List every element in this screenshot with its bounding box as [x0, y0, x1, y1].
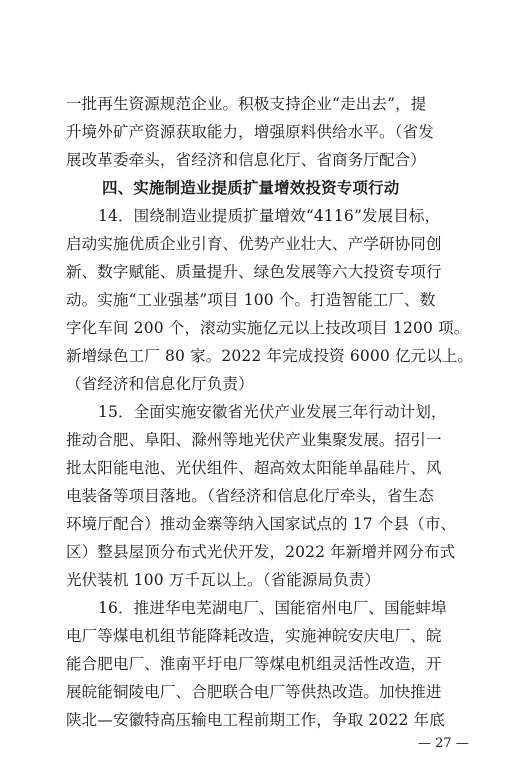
- text-line: 升境外矿产资源获取能力，增强原料供给水平。（省发: [66, 123, 434, 141]
- section-heading: 四、实施制造业提质扩量增效投资专项行动: [102, 179, 400, 197]
- text-line: 批太阳能电池、光伏组件、超高效太阳能单晶硅片、风: [66, 459, 442, 477]
- paragraph-start: 16．推进华电芜湖电厂、国能宿州电厂、国能蚌埠: [98, 599, 447, 617]
- text-line: 新增绿色工厂 80 家。2022 年完成投资 6000 亿元以上。: [66, 347, 474, 365]
- text-line: 电厂等煤电机组节能降耗改造，实施神皖安庆电厂、皖: [66, 627, 442, 645]
- paragraph-start: 15．全面实施安徽省光伏产业发展三年行动计划，: [98, 403, 447, 421]
- text-line: 能合肥电厂、淮南平圩电厂等煤电机组灵活性改造，开: [66, 655, 442, 673]
- text-line: 环境厅配合）推动金寨等纳入国家试点的 17 个县（市、: [66, 515, 457, 533]
- text-line: 区）整县屋顶分布式光伏开发，2022 年新增并网分布式: [66, 543, 456, 561]
- paragraph-start: 14．围绕制造业提质扩量增效“4116”发展目标，: [98, 207, 441, 225]
- text-line: 展改革委牵头，省经济和信息化厅、省商务厅配合）: [66, 151, 426, 169]
- text-line: 陕北—安徽特高压输电工程前期工作，争取 2022 年底: [66, 711, 445, 729]
- text-line: 推动合肥、阜阳、滁州等地光伏产业集聚发展。招引一: [66, 431, 442, 449]
- text-line: 一批再生资源规范企业。积极支持企业“走出去”，提: [66, 95, 427, 113]
- text-line: 动。实施“工业强基”项目 100 个。打造智能工厂、数: [66, 291, 436, 309]
- text-line: 字化车间 200 个，滚动实施亿元以上技改项目 1200 项。: [66, 319, 470, 337]
- text-line: （省经济和信息化厅负责）: [66, 375, 254, 393]
- text-line: 电装备等项目落地。（省经济和信息化厅牵头，省生态: [66, 487, 434, 505]
- text-line: 展皖能铜陵电厂、合肥联合电厂等供热改造。加快推进: [66, 683, 442, 701]
- page-number: — 27 —: [418, 736, 469, 751]
- text-line: 新、数字赋能、质量提升、绿色发展等六大投资专项行: [66, 263, 442, 281]
- text-line: 启动实施优质企业引育、优势产业壮大、产学研协同创: [66, 235, 442, 253]
- text-line: 光伏装机 100 万千瓦以上。（省能源局负责）: [66, 571, 381, 589]
